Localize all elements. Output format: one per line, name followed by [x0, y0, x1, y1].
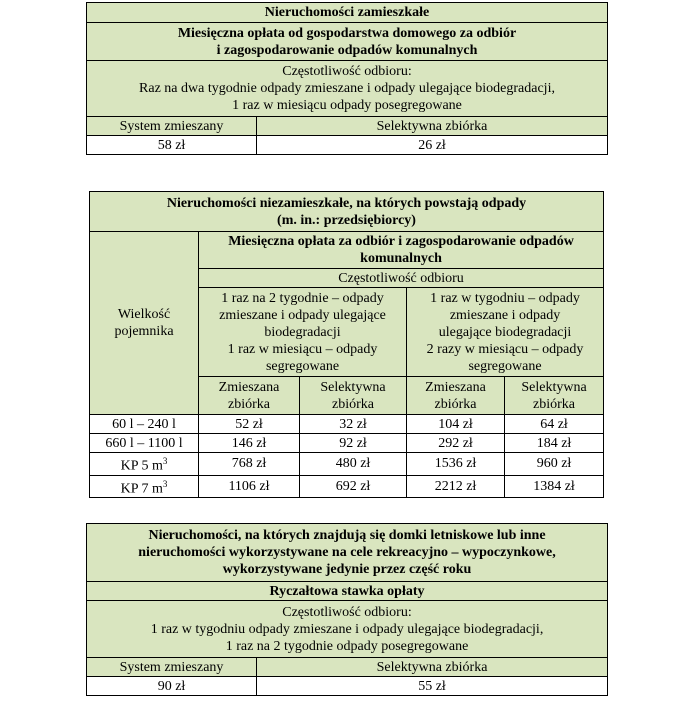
residential-fee-table: [86, 2, 608, 155]
fee-mixed: 90 zł: [87, 677, 257, 696]
fee-cell: 960 zł: [505, 453, 604, 476]
collection-frequency: Częstotliwość odbioru: 1 raz w tygodniu odpady zmieszane i odpady ulegające biodegradacji, 1 raz na 2 tygodnie odpady posegregowane: [87, 601, 608, 658]
sub-header-selective: Selektywna zbiórka: [300, 377, 407, 415]
unit-exponent: 3: [162, 456, 168, 466]
table-title: Nieruchomości niezamieszkałe, na których powstają odpady (m. in.: przedsiębiorcy): [90, 192, 604, 232]
table-subtitle: Ryczałtowa stawka opłaty: [87, 582, 608, 601]
fee-cell: 692 zł: [300, 475, 407, 498]
fee-cell: 184 zł: [505, 434, 604, 453]
col-header-selective: Selektywna zbiórka: [257, 117, 608, 136]
table-title: Nieruchomości, na których znajdują się domki letniskowe lub inne nieruchomości wykorzystywane na cele rekreacyjno – wypoczynkowe, wykorzystywane jedynie przez część roku: [87, 524, 608, 582]
recreational-fee-table: [86, 523, 608, 696]
collection-frequency: Częstotliwość odbioru: [199, 269, 604, 288]
fee-selective: 26 zł: [257, 136, 608, 155]
fee-cell: 1384 zł: [505, 475, 604, 498]
fee-cell: 480 zł: [300, 453, 407, 476]
fee-cell: 1106 zł: [199, 475, 300, 498]
sub-header-selective: Selektywna zbiórka: [505, 377, 604, 415]
container-size: 60 l – 240 l: [112, 416, 176, 432]
fee-cell: 104 zł: [407, 415, 505, 434]
fee-cell: 1536 zł: [407, 453, 505, 476]
col-header-mixed: System zmieszany: [87, 658, 257, 677]
table-title: Nieruchomości zamieszkałe: [87, 3, 608, 23]
fee-cell: 64 zł: [505, 415, 604, 434]
frequency-option-a: 1 raz na 2 tygodnie – odpady zmieszane i odpady ulegające biodegradacji 1 raz w miesiącu – odpady segregowane: [199, 288, 407, 377]
collection-frequency: Częstotliwość odbioru: Raz na dwa tygodnie odpady zmieszane i odpady ulegające biodegradacji, 1 raz w miesiącu odpady posegregowane: [87, 61, 608, 117]
sub-header-mixed: Zmieszana zbiórka: [199, 377, 300, 415]
table-subtitle: Miesięczna opłata od gospodarstwa domowego za odbiór i zagospodarowanie odpadów komunalnych: [87, 23, 608, 61]
fee-cell: 768 zł: [199, 453, 300, 476]
container-size: KP 5 m: [120, 458, 163, 474]
table-row: [90, 434, 604, 453]
container-size: KP 7 m: [120, 481, 163, 497]
fee-cell: 32 zł: [300, 415, 407, 434]
col-header-selective: Selektywna zbiórka: [257, 658, 608, 677]
fee-cell: 146 zł: [199, 434, 300, 453]
unit-exponent: 3: [162, 478, 168, 489]
container-size: 660 l – 1100 l: [105, 435, 183, 451]
non-residential-fee-table: [89, 191, 604, 498]
table-row: [90, 415, 604, 434]
fee-mixed: 58 zł: [87, 136, 257, 155]
fee-cell: 292 zł: [407, 434, 505, 453]
sub-header-mixed: Zmieszana zbiórka: [407, 377, 505, 415]
col-header-mixed: System zmieszany: [87, 117, 257, 136]
fee-cell: 92 zł: [300, 434, 407, 453]
fee-cell: 2212 zł: [407, 475, 505, 498]
table-row: [90, 475, 604, 498]
table-subtitle: Miesięczna opłata za odbiór i zagospodarowanie odpadów komunalnych: [199, 232, 604, 269]
container-size-header: Wielkość pojemnika: [90, 232, 199, 415]
table-row: [90, 453, 604, 476]
fee-cell: 52 zł: [199, 415, 300, 434]
fee-selective: 55 zł: [257, 677, 608, 696]
frequency-option-b: 1 raz w tygodniu – odpady zmieszane i odpady ulegające biodegradacji 2 razy w miesiącu – odpady segregowane: [407, 288, 604, 377]
